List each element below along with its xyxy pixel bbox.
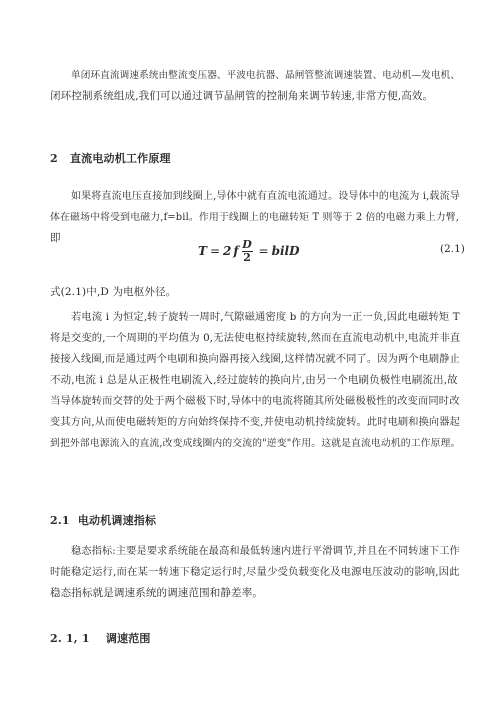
explanation-line-5: 当导体旋转而交替的处于两个磁极下时,导体中的电流将随其所处磁极极性的改变而同时改 <box>50 395 460 407</box>
indices-line-2: 时能稳定运行,而在某一转速下稳定运行时,尽量少受负载变化及电源电压波动的影响,因此 <box>50 566 460 578</box>
section-number: 2 <box>50 152 58 165</box>
intro-line-2: 闭环控制系统组成,我们可以通过调节晶闸管的控制角来调节转速,非常方便,高效。 <box>50 90 434 102</box>
explanation-line-6: 变其方向,从而使电磁转矩的方向始终保持不变,并使电动机持续旋转。此时电刷和换向器起 <box>50 417 460 428</box>
principle-line-3: 即 <box>50 232 61 244</box>
explanation-line-7: 到把外部电源流入的直流,改变成线圈内的交流的"逆变"作用。这就是直流电动机的工作原理。 <box>50 438 461 449</box>
torque-equation <box>0 230 500 270</box>
explanation-line-3: 接接入线圈,而是通过两个电刷和换向器再接入线圈,这样情况就不同了。因为两个电刷静止 <box>50 354 460 365</box>
equation-note-line: 式(2.1)中,D 为电枢外径。 <box>50 286 177 298</box>
equation-equals-1: = <box>209 244 220 258</box>
indices-line-1: 稳态指标:主要是要求系统能在最高和最低转速内进行平滑调节,并且在不同转速下工作 <box>71 546 460 557</box>
section-title: 调速范围 <box>105 632 151 645</box>
explanation-line-2: 将是交变的,一个周期的平均值为 0,无法使电枢持续旋转,然而在直流电动机中,电流并非直 <box>50 332 461 344</box>
fraction-denominator: 2 <box>243 250 251 264</box>
principle-line-2: 体在磁场中将受到电磁力,f=bil。作用于线圈上的电磁转矩 T 则等于 2 倍的电磁力乘上力臂, <box>50 212 460 223</box>
section-title: 直流电动机工作原理 <box>69 152 171 165</box>
section-heading-2-1-1 <box>50 630 151 646</box>
intro-paragraph <box>50 65 460 107</box>
equation-rhs: bilD <box>271 244 300 258</box>
intro-line-1: 单闭环直流调速系统由整流变压器、平波电抗器、晶闸管整流调速装置、电动机—发电机、 <box>71 70 461 81</box>
equation-lhs: T <box>198 244 207 258</box>
indices-paragraph <box>50 541 460 604</box>
explanation-line-1: 若电流 i 为恒定,转子旋转一周时,气隙磁通密度 b 的方向为一正一负,因此电磁转矩 T <box>71 311 460 323</box>
section-heading-2 <box>50 150 171 166</box>
equation-equals-2: = <box>258 244 269 258</box>
equation-fraction <box>242 239 253 264</box>
explanation-line-4: 不动,电流 i 总是从正极性电刷流入,经过旋转的换向片,由另一个电刷负极性电刷流出,故 <box>50 374 458 386</box>
section-number: 2. 1, 1 <box>50 632 90 645</box>
fraction-numerator: D <box>242 237 252 251</box>
section-heading-2-1 <box>50 512 156 528</box>
section-title: 电动机调速指标 <box>77 514 157 527</box>
principle-line-1: 如果将直流电压直接加到线圈上,导体中就有直流电流通过。设导体中的电流为 i,载流导 <box>71 191 460 202</box>
explanation-paragraph <box>50 307 460 454</box>
equation-body <box>198 236 300 266</box>
section-number: 2.1 <box>50 514 70 527</box>
equation-force: f <box>233 244 239 258</box>
indices-line-3: 稳态指标就是调速系统的调速范围和静差率。 <box>50 587 263 599</box>
equation-coefficient: 2 <box>223 244 232 258</box>
equation-note <box>50 282 460 303</box>
equation-number: (2.1) <box>440 243 465 255</box>
